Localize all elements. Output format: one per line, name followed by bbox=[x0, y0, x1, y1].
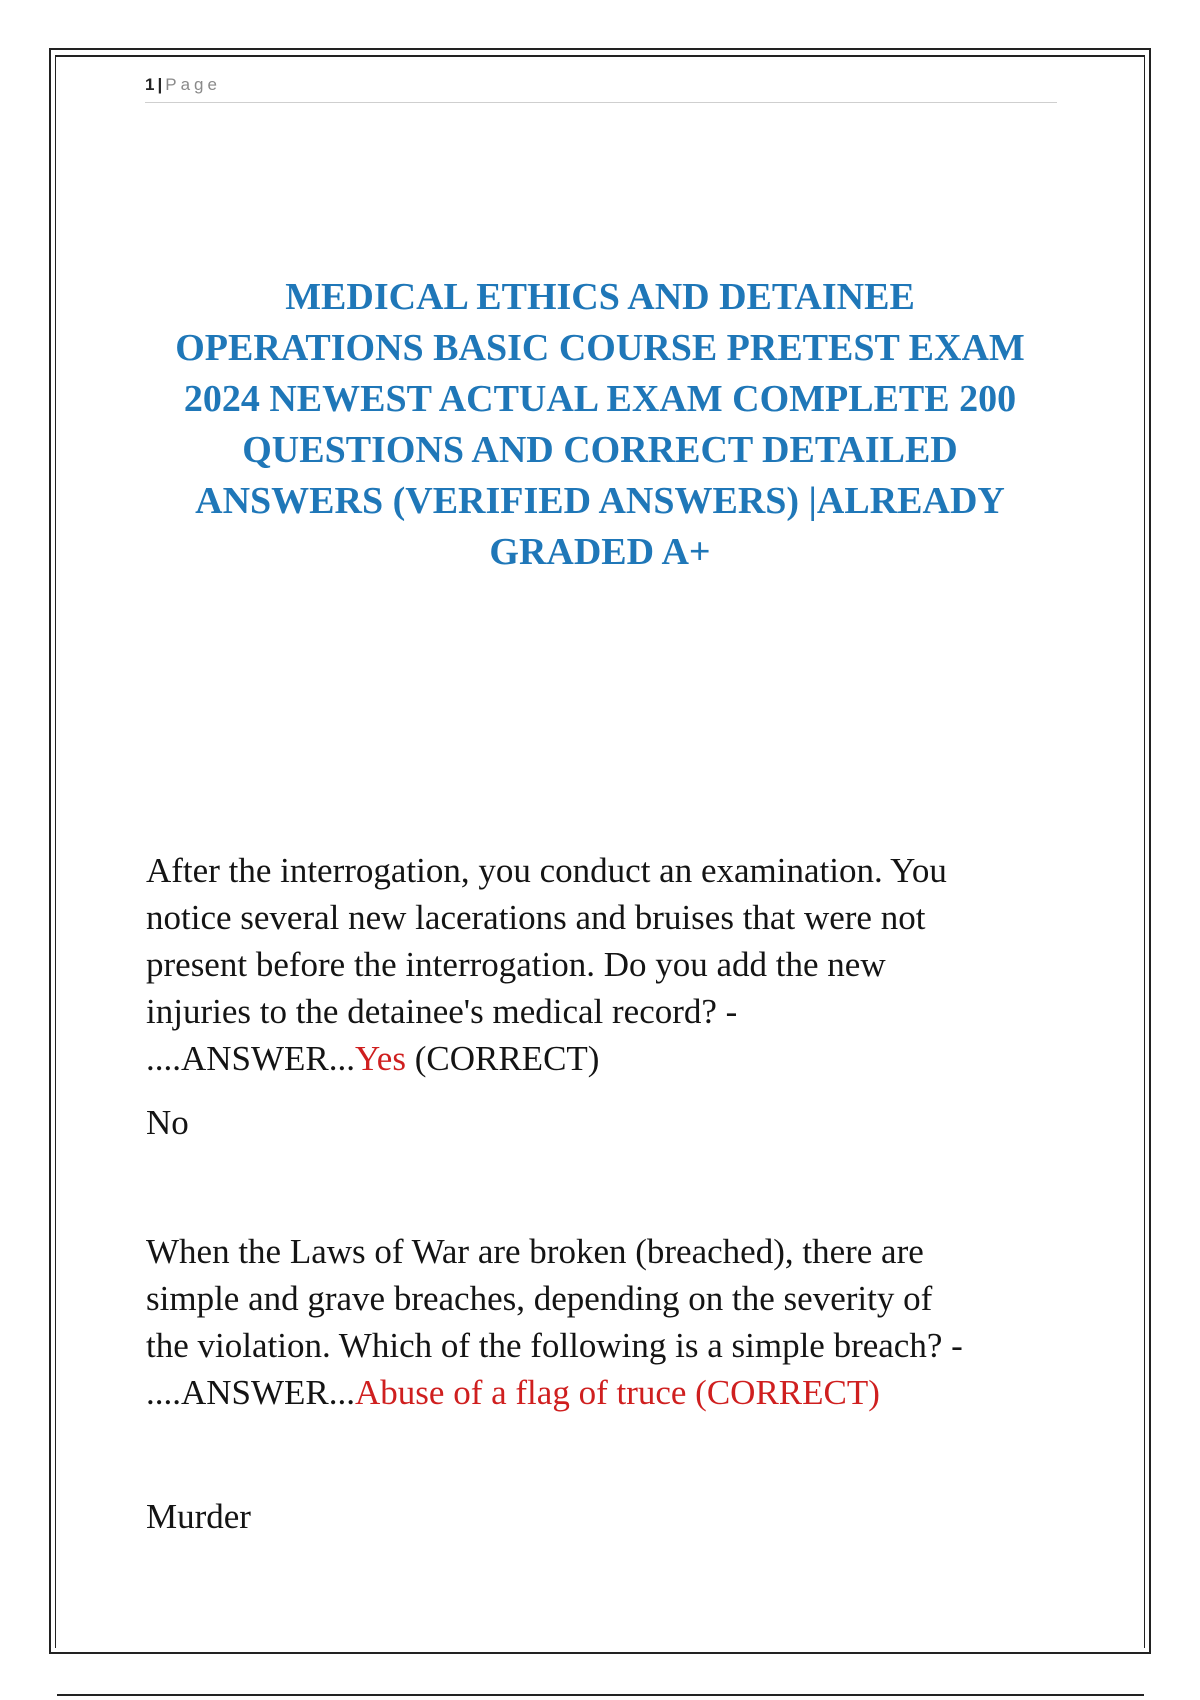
page-label: Page bbox=[165, 75, 221, 94]
page-header bbox=[145, 74, 1057, 103]
title-line: ANSWERS (VERIFIED ANSWERS) |ALREADY bbox=[195, 480, 1005, 522]
correct-answer: Abuse of a flag of truce (CORRECT) bbox=[355, 1373, 880, 1412]
question-2-option: Murder bbox=[146, 1497, 251, 1536]
title-line: MEDICAL ETHICS AND DETAINEE bbox=[285, 276, 915, 318]
title-line: OPERATIONS BASIC COURSE PRETEST EXAM bbox=[175, 327, 1025, 369]
question-text-line: simple and grave breaches, depending on the severity of bbox=[146, 1279, 933, 1318]
next-page-border bbox=[57, 1694, 1144, 1696]
question-text-line: injuries to the detainee's medical record? - bbox=[146, 992, 738, 1031]
correct-answer: Yes bbox=[355, 1039, 406, 1078]
document-title bbox=[140, 272, 1060, 578]
question-text-line: When the Laws of War are broken (breached), there are bbox=[146, 1232, 924, 1271]
answer-prefix: ....ANSWER... bbox=[146, 1039, 356, 1078]
question-text-line: After the interrogation, you conduct an examination. You bbox=[146, 851, 947, 890]
page-separator: | bbox=[157, 75, 163, 94]
question-1 bbox=[146, 847, 1046, 1082]
title-line: GRADED A+ bbox=[489, 531, 711, 573]
question-2 bbox=[146, 1228, 1046, 1416]
correct-marker: (CORRECT) bbox=[405, 1039, 600, 1078]
title-line: QUESTIONS AND CORRECT DETAILED bbox=[242, 429, 958, 471]
question-text-line: present before the interrogation. Do you add the new bbox=[146, 945, 886, 984]
page-number: 1 bbox=[145, 75, 155, 94]
question-text-line: notice several new lacerations and bruises that were not bbox=[146, 898, 926, 937]
title-line: 2024 NEWEST ACTUAL EXAM COMPLETE 200 bbox=[183, 378, 1017, 420]
question-1-option: No bbox=[146, 1103, 189, 1142]
question-text-line: the violation. Which of the following is a simple breach? - bbox=[146, 1326, 963, 1365]
answer-prefix: ....ANSWER... bbox=[146, 1373, 356, 1412]
